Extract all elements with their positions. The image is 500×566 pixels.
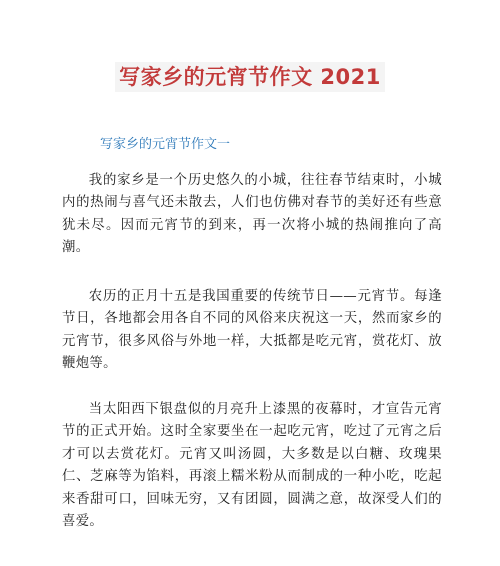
section-subtitle: 写家乡的元宵节作文一 (100, 137, 231, 152)
document-title: 写家乡的元宵节作文 2021 (115, 62, 385, 92)
title-container (0, 62, 500, 92)
paragraph-1: 我的家乡是一个历史悠久的小城，往往春节结束时，小城内的热闹与喜气还未散去，人们也仿佛对春节的美好还有些意犹未尽。因而元宵节的到来，再一次将小城的热闹推向了高潮。 (62, 173, 442, 256)
paragraph-3: 当太阳西下银盘似的月亮升上漆黑的夜幕时，才宣告元宵节的正式开始。这时全家要坐在一起吃元宵，吃过了元宵之后才可以去赏花灯。元宵又叫汤圆，大多数是以白糖、玫瑰果仁、芝麻等为馅料，再滚上糯米粉从而制成的一种小吃，吃起来香甜可口，回味无穷，又有团圆，圆满之意，故深受人们的喜爱。 (62, 402, 442, 530)
paragraph-2: 农历的正月十五是我国重要的传统节日——元宵节。每逢节日，各地都会用各自不同的风俗来庆祝这一天，然而家乡的元宵节，很多风俗与外地一样，大抵都是吃元宵，赏花灯、放鞭炮等。 (62, 289, 442, 372)
